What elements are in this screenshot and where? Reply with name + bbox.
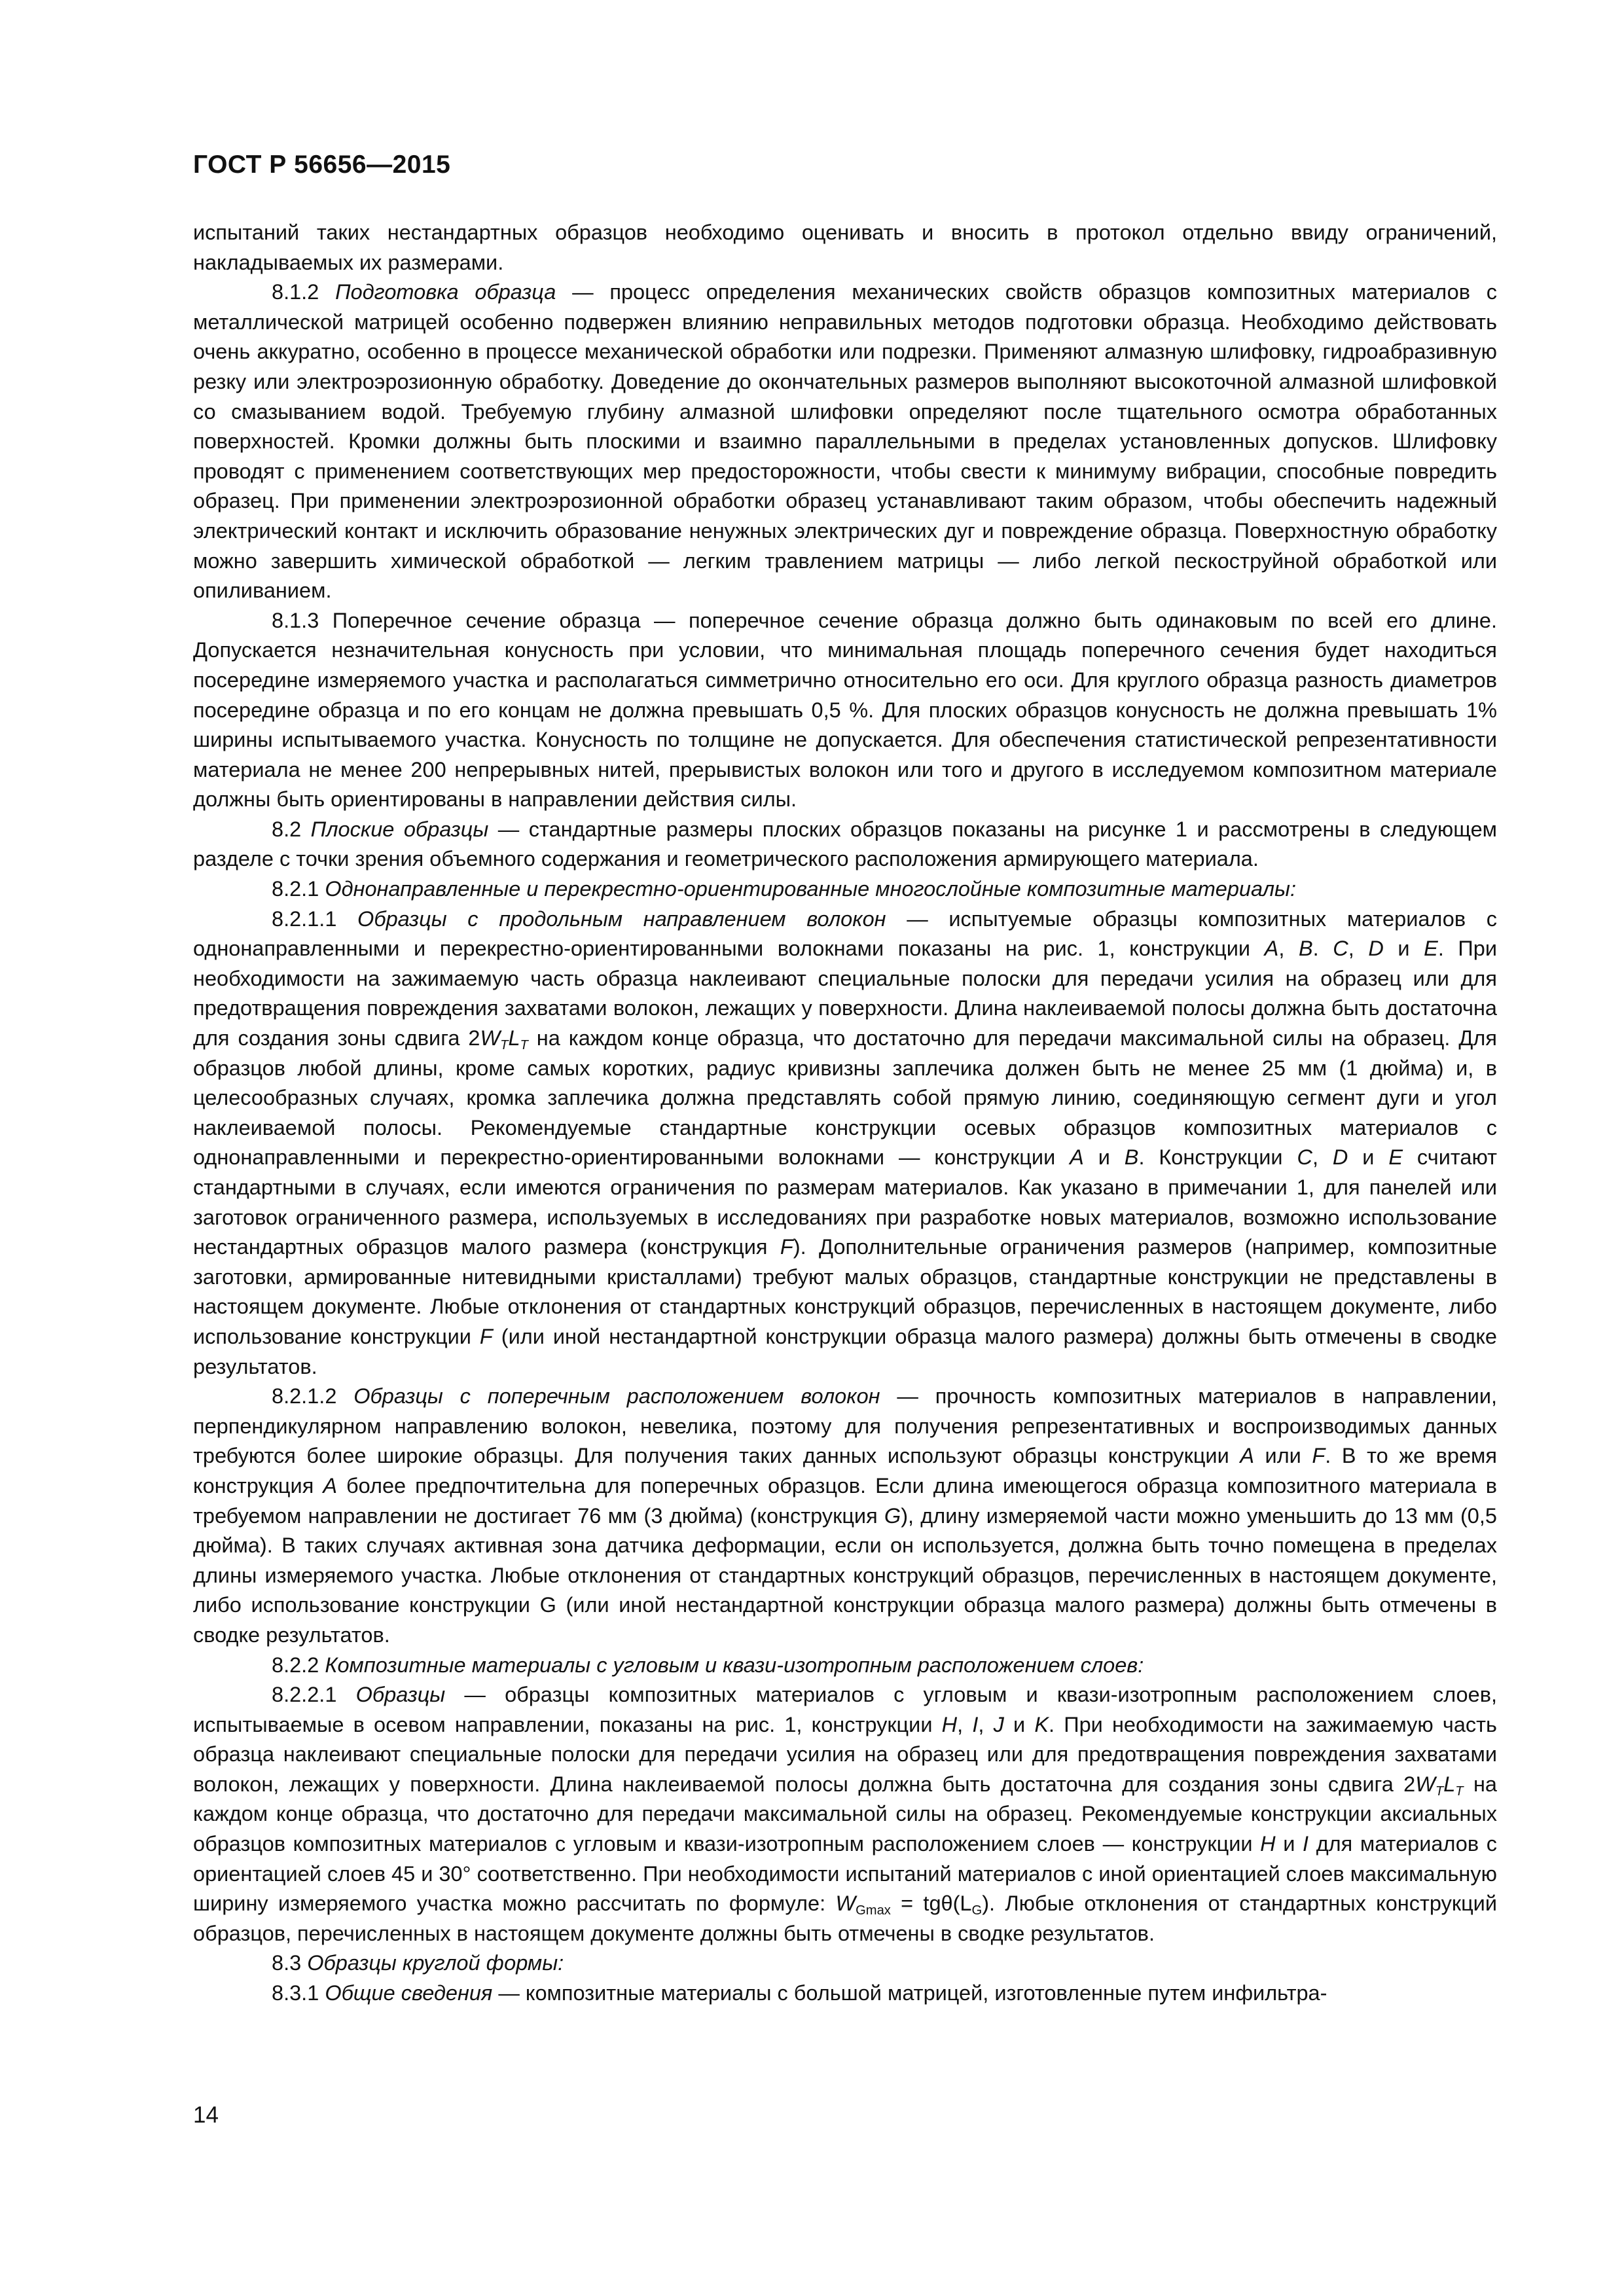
paragraph-8-3-1: [193, 1979, 1497, 2009]
text-run: — образцы композитных материалов с угловым и квази-изотропным расположением слоев, испытываемые в осевом направлении, показаны на рис. 1, конструкции: [193, 1683, 1498, 1736]
design-letter: H: [941, 1712, 958, 1736]
clause-text: — процесс определения механических свойств образцов композитных материалов с металлической матрицей особенно подвержен влиянию неправильных методов подготовки образца. Необходимо действовать очень аккуратно, особенно в процессе механической обработки или подрезки. Применяют алмазную шлифовку, гидроабразивную резку или электроэрозионную обработку. Доведение до окончательных размеров выполняют высокоточной алмазной шлифовкой со смазыванием водой. Требуемую глубину алмазной шлифовки определяют после тщательного осмотра обработанных поверхностей. Кромки должны быть плоскими и взаимно параллельными в пределах установленных допусков. Шлифовку проводят с применением соответствующих мер предосторожности, чтобы свести к минимуму вибрации, способные повредить образец. При применении электроэрозионной обработки образец устанавливают таким образом, чтобы обеспечить надежный электрический контакт и исключить образование ненужных электрических дуг и повреждение образца. Поверхностную обработку можно завершить химической обработкой — легким травлением матрицы — либо легкой пескоструйной обработкой или опиливанием.: [193, 280, 1498, 603]
text-run: ,: [957, 1712, 973, 1736]
design-letter: D: [1368, 937, 1384, 961]
formula-symbol: W: [835, 1892, 856, 1916]
text-run: .: [1312, 937, 1333, 961]
document-body: [193, 218, 1497, 2009]
text-run: ,: [1312, 1145, 1333, 1170]
text-run: на каждом конце образца, что достаточно для передачи максимальной силы на образец. Для образцов любой длины, кроме самых коротких, радиус кривизны заплечика должен быть не менее 25 мм (1 дюйма) и, в целесообразных случаях, кромка заплечика должна представлять собой прямую линию, соединяющую сегмент дуги и угол наклеиваемой полосы. Рекомендуемые стандартные конструкции осевых образцов композитных материалов с однонаправленными и перекрестно-ориентированными волокнами — конструкции: [193, 1026, 1497, 1170]
clause-number: 8.3: [272, 1951, 302, 1975]
clause-text: — композитные материалы с большой матрицей, изготовленные путем инфильтра-: [492, 1981, 1327, 2005]
design-letter: G: [884, 1503, 901, 1528]
clause-term: Образцы с продольным направлением волокон: [357, 906, 886, 931]
design-letter: C: [1297, 1145, 1312, 1170]
text-run: . Конструкции: [1138, 1145, 1297, 1170]
design-letter: F: [1312, 1444, 1326, 1468]
clause-number: 8.1.2: [272, 280, 319, 304]
design-letter: A: [1264, 937, 1279, 961]
text-run: более предпочтительна для поперечных образцов. Если длина имеющегося образца композитного материала в требуемом направлении не достигает 76 мм (3 дюйма) (конструкция: [193, 1473, 1497, 1528]
formula-symbol: L: [508, 1026, 520, 1050]
paragraph-continuation: испытаний таких нестандартных образцов необходимо оценивать и вносить в протокол отдельно ввиду ограничений, накладываемых их размерами.: [193, 221, 1497, 274]
clause-term: Плоские образцы: [310, 817, 489, 841]
text-run: ,: [1278, 937, 1299, 961]
clause-term: Образцы круглой формы:: [307, 1951, 564, 1975]
design-letter: D: [1332, 1145, 1348, 1170]
clause-number: 8.2.1.2: [272, 1384, 337, 1408]
text-run: и: [1275, 1832, 1303, 1856]
formula-text: = tgθ(L: [890, 1892, 972, 1916]
text-run: и: [1383, 937, 1424, 961]
design-letter: C: [1333, 937, 1348, 961]
clause-term: Образцы: [355, 1683, 446, 1707]
formula-subscript: T: [500, 1038, 509, 1053]
design-letter: E: [1424, 937, 1438, 961]
text-run: (или иной нестандартной конструкции образца малого размера) должны быть отмечены в сводке результатов.: [193, 1324, 1497, 1378]
clause-term: Образцы с поперечным расположением волокон: [353, 1384, 880, 1408]
text-run: ). Дополнительные ограничения размеров (например, композитные заготовки, армированные нитевидными кристаллами) требуют малых образцов, стандартные конструкции не представлены в настоящем документе. Любые отклонения от стандартных конструкций образцов, перечисленных в настоящем документе, либо использование конструкции: [193, 1235, 1497, 1348]
design-letter: A: [323, 1473, 338, 1498]
design-letter: B: [1298, 937, 1313, 961]
text-run: ,: [1348, 937, 1369, 961]
clause-number: 8.2.2: [272, 1653, 319, 1677]
text-run: считают стандартными в случаях, если имеются ограничения по размерам материалов. Как указано в примечании 1, для панелей или заготовок ограниченного размера, используемых в исследованиях при разработке новых материалов, возможно использование нестандартных образцов малого размера (конструкция: [193, 1145, 1498, 1259]
paragraph-8-2-2-1: [193, 1680, 1497, 1948]
paragraph-8-2-1-2: [193, 1382, 1497, 1650]
paragraph-8-2: [193, 815, 1497, 874]
formula-symbol: L: [1443, 1772, 1456, 1796]
text-run: на каждом конце образца, что достаточно для передачи максимальной силы на образец. Рекомендуемые конструкции аксиальных образцов композитных материалов с угловым и квази-изотропным расположением слоев — конструкции: [193, 1772, 1497, 1856]
formula-subscript: Gmax: [856, 1903, 891, 1918]
text-run: — испытуемые образцы композитных материалов с однонаправленными и перекрестно-ориентированными волокнами показаны на рис. 1, конструкции: [193, 906, 1498, 961]
text-run: . При необходимости на зажимаемую часть образца наклеивают специальные полоски для передачи усилия на образец или для предотвращения повреждения захватами волокон, лежащих у поверхности. Длина наклеиваемой полосы должна быть достаточна для создания зоны сдвига 2: [193, 937, 1498, 1050]
paragraph-8-1-3: 8.1.3 Поперечное сечение образца — поперечное сечение образца должно быть одинаковым по всей его длине. Допускается незначительная конусность при условии, что минимальная площадь поперечного сечения будет находиться посередине измеряемого участка и располагаться симметрично относительно его оси. Для круглого образца разность диаметров посередине образца и по его концам не должна превышать 0,5 %. Для плоских образцов конусность не должна превышать 1% ширины испытываемого участка. Конусность по толщине не допускается. Для обеспечения статистической репрезентативности материала не менее 200 непрерывных нитей, прерывистых волокон или того и другого в исследуемом композитном материале должны быть ориентированы в направлении действия силы.: [193, 608, 1497, 812]
design-letter: F: [479, 1324, 493, 1348]
text-run: . В то же время конструкция: [193, 1444, 1497, 1498]
design-letter: I: [972, 1712, 979, 1736]
paragraph-8-2-1: [193, 874, 1497, 905]
text-run: ). Любые отклонения от стандартных конструкций образцов, перечисленных в настоящем документе должны быть отмечены в сводке результатов.: [193, 1892, 1497, 1945]
clause-term: Композитные материалы с угловым и квази-изотропным расположением слоев:: [325, 1653, 1144, 1677]
paragraph-8-2-1-1: [193, 905, 1497, 1382]
text-run: ,: [978, 1712, 994, 1736]
clause-number: 8.2.1: [272, 877, 319, 901]
formula-symbol: W: [480, 1026, 501, 1050]
text-run: и: [1348, 1145, 1389, 1170]
page-number: 14: [193, 2102, 219, 2128]
design-letter: B: [1124, 1145, 1139, 1170]
clause-number: 8.3.1: [272, 1981, 319, 2005]
design-letter: J: [993, 1712, 1004, 1736]
clause-number: 8.2: [272, 817, 302, 841]
design-letter: I: [1303, 1832, 1309, 1856]
formula-subscript: T: [1455, 1784, 1464, 1799]
design-letter: A: [1240, 1444, 1254, 1468]
clause-number: 8.2.2.1: [272, 1683, 337, 1707]
formula-subscript: T: [1435, 1784, 1444, 1799]
formula-subscript: T: [520, 1038, 528, 1053]
text-run: для материалов с ориентацией слоев 45 и 30° соответственно. При необходимости испытаний материалов с иной ориентацией слоев максимальную ширину измеряемого участка можно рассчитать по формуле:: [193, 1832, 1497, 1916]
text-run: . При необходимости на зажимаемую часть образца наклеивают специальные полоски для передачи усилия на образец или для предотвращения повреждения захватами волокон, лежащих у поверхности. Длина наклеиваемой полосы должна быть достаточна для создания зоны сдвига 2: [193, 1712, 1497, 1796]
formula-subscript: G: [971, 1903, 983, 1918]
text-run: и: [1003, 1712, 1035, 1736]
formula-symbol: W: [1415, 1772, 1435, 1796]
paragraph-8-3: [193, 1948, 1497, 1979]
paragraph-8-1-2: [193, 278, 1497, 606]
clause-term: Подготовка образца: [335, 280, 556, 304]
clause-term: Однонаправленные и перекрестно-ориентированные многослойные композитные материалы:: [325, 877, 1296, 901]
text-run: — прочность композитных материалов в направлении, перпендикулярном направлению волокон, невелика, поэтому для получения репрезентативных и воспроизводимых данных требуются более широкие образцы. Для получения таких данных используют образцы конструкции: [193, 1384, 1498, 1468]
design-letter: A: [1070, 1145, 1084, 1170]
clause-text: — стандартные размеры плоских образцов показаны на рисунке 1 и рассмотрены в следующем разделе с точки зрения объемного содержания и геометрического расположения армирующего материала.: [193, 817, 1497, 871]
design-letter: H: [1260, 1832, 1276, 1856]
standard-header: ГОСТ Р 56656—2015: [193, 151, 451, 179]
design-letter: E: [1388, 1145, 1403, 1170]
paragraph-8-2-2: [193, 1651, 1497, 1681]
design-letter: K: [1034, 1712, 1049, 1736]
text-run: или: [1254, 1444, 1312, 1468]
clause-term: Общие сведения: [325, 1981, 493, 2005]
clause-number: 8.2.1.1: [272, 906, 337, 931]
design-letter: F: [780, 1235, 793, 1259]
text-run: ), длину измеряемой части можно уменьшить до 13 мм (0,5 дюйма). В таких случаях активная зона датчика деформации, если он используется, должна быть точно помещена в пределах длины измеряемого участка. Любые отклонения от стандартных конструкций образцов, перечисленных в настоящем документе, либо использование конструкции G (или иной нестандартной конструкции образца малого размера) должны быть отмечены в сводке результатов.: [193, 1503, 1497, 1647]
text-run: и: [1083, 1145, 1125, 1170]
